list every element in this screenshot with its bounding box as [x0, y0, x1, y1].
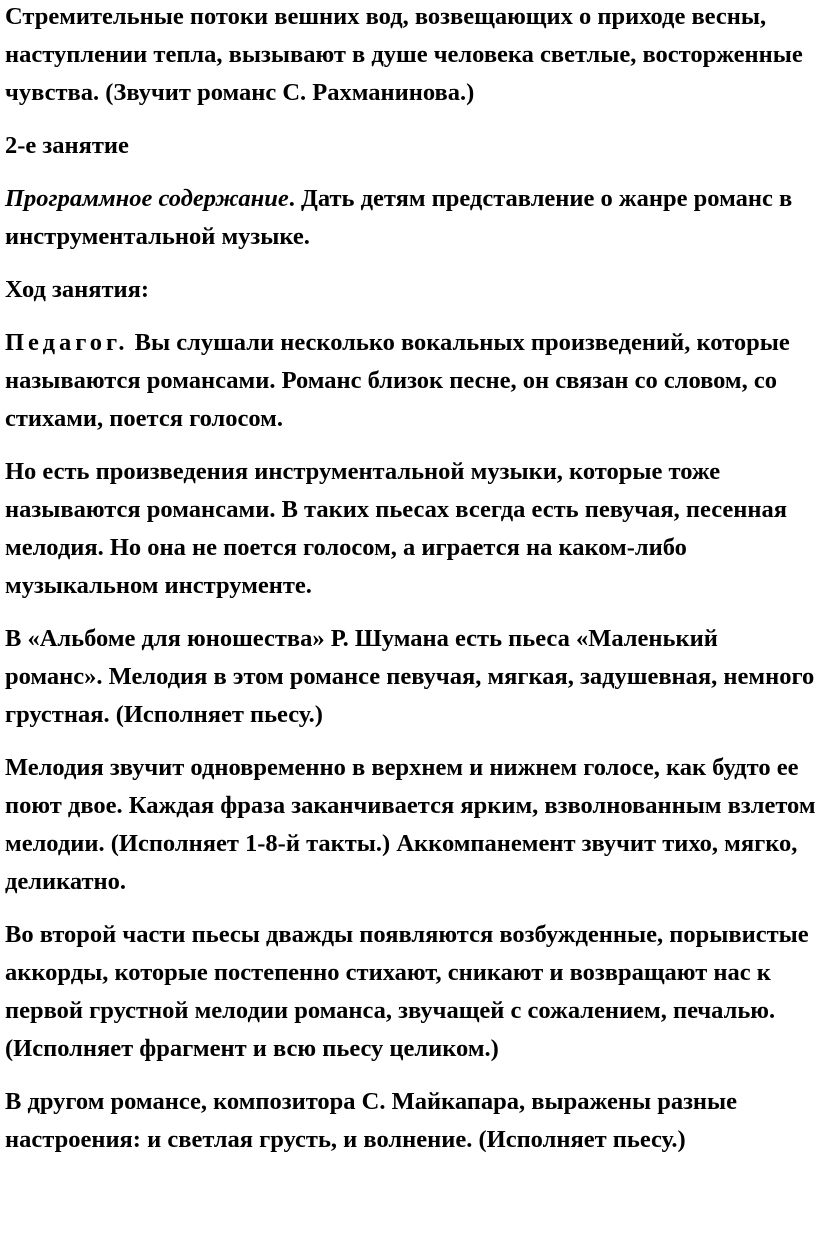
body-paragraph: В другом романсе, композитора С. Майкапара, выражены разные настроения: и светлая грусть, и волнение. (Исполняет пьесу.)	[5, 1088, 738, 1153]
body-paragraph: Мелодия звучит одновременно в верхнем и нижнем голосе, как будто ее поют двое. Каждая фраза заканчивается ярким, взволнованным взлетом мелодии. (Исполняет 1-8-й такты.) Аккомпанемент звучит тихо, мягко, деликатно.	[5, 754, 816, 895]
teacher-text: Вы слушали несколько вокальных произведений, которые называются романсами. Романс близок песне, он связан со словом, со стихами, поется голосом.	[5, 329, 790, 432]
program-label: Программное содержание	[5, 185, 289, 212]
course-heading: Ход занятия:	[5, 276, 150, 303]
body-paragraph: Но есть произведения инструментальной музыки, которые тоже называются романсами. В таких пьесах всегда есть певучая, песенная мелодия. Но она не поется голосом, а играется на каком-либо музыкальном инструменте.	[5, 458, 787, 599]
body-paragraph: Во второй части пьесы дважды появляются возбужденные, порывистые аккорды, которые постепенно стихают, сникают и возвращают нас к первой грустной мелодии романса, звучащей с сожалением, печалью. (Исполняет фрагмент и всю пьесу целиком.)	[5, 921, 809, 1062]
lesson-heading: 2-е занятие	[5, 132, 129, 159]
teacher-speaker: Педагог.	[5, 329, 129, 356]
program-text: . Дать детям представление о жанре романс в инструментальной музыке.	[5, 185, 793, 250]
program-paragraph	[5, 180, 816, 256]
body-paragraph: В «Альбоме для юношества» Р. Шумана есть пьеса «Маленький романс». Мелодия в этом романсе певучая, мягкая, задушевная, немного грустная. (Исполняет пьесу.)	[5, 625, 815, 728]
document-page	[5, 0, 816, 1174]
teacher-paragraph	[5, 324, 816, 438]
intro-paragraph: Стремительные потоки вешних вод, возвещающих о приходе весны, наступлении тепла, вызывают в душе человека светлые, восторженные чувства. (Звучит романс С. Рахманинова.)	[5, 3, 803, 106]
